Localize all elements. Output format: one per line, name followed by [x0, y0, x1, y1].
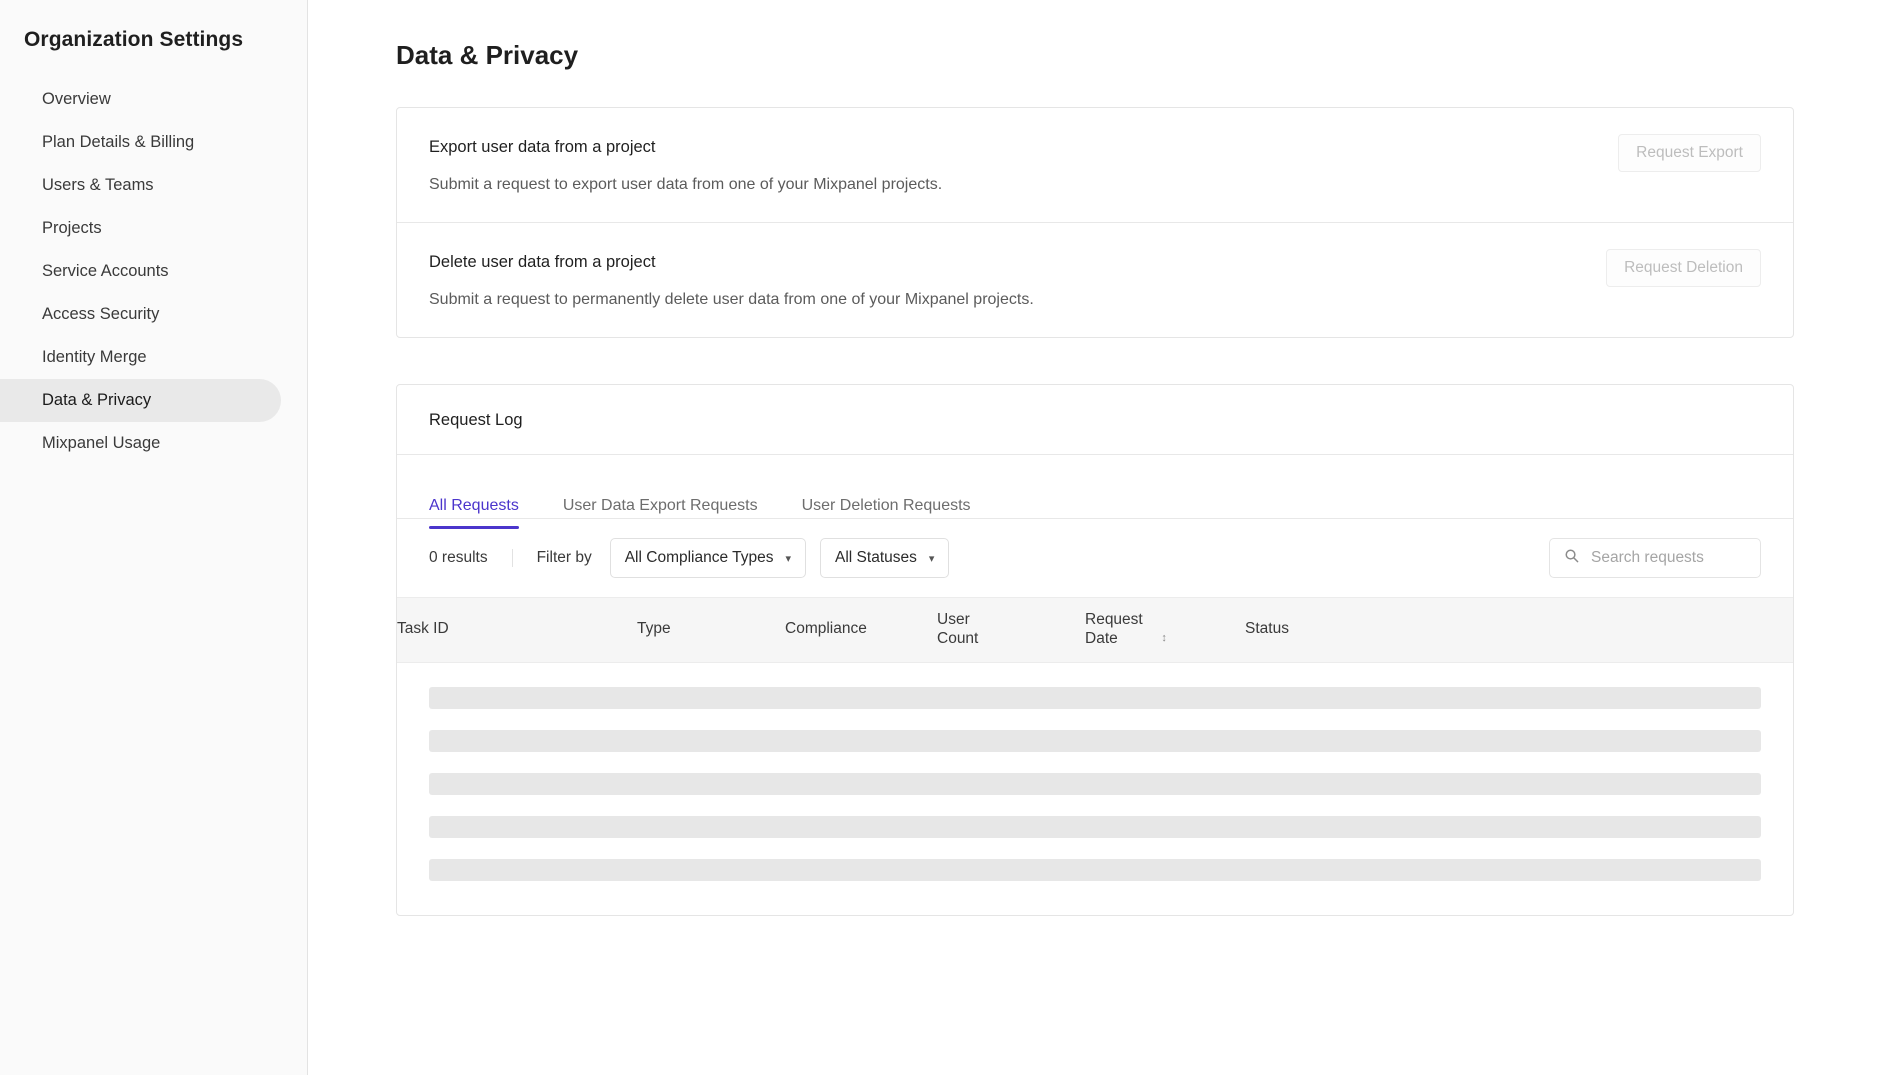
- filter-by-label: Filter by: [536, 549, 592, 566]
- export-row-title: Export user data from a project: [429, 138, 656, 156]
- column-label: Task ID: [397, 620, 449, 638]
- sidebar-item-users-teams[interactable]: [0, 164, 281, 207]
- status-filter-value: All Statuses: [835, 549, 917, 566]
- tab-user-data-export-requests[interactable]: [563, 497, 758, 529]
- search-icon: [1564, 548, 1579, 568]
- table-row: [429, 773, 1761, 795]
- sidebar-item-label: Users & Teams: [42, 176, 154, 194]
- sidebar: [0, 0, 308, 1075]
- sidebar-item-label: Projects: [42, 219, 102, 237]
- column-label: User Count: [937, 611, 979, 647]
- search-requests-input[interactable]: [1589, 548, 1746, 568]
- results-count: 0 results: [429, 549, 513, 567]
- sidebar-item-identity-merge[interactable]: [0, 336, 281, 379]
- data-requests-card: [396, 107, 1794, 338]
- table-row: [429, 687, 1761, 709]
- sidebar-item-label: Data & Privacy: [42, 391, 152, 409]
- sidebar-item-label: Access Security: [42, 305, 160, 323]
- column-header-task-id[interactable]: [397, 598, 637, 663]
- sort-icon[interactable]: ↕: [1161, 632, 1167, 645]
- request-export-button[interactable]: Request Export: [1618, 134, 1761, 172]
- sidebar-item-overview[interactable]: [0, 78, 281, 121]
- tab-user-deletion-requests[interactable]: [802, 497, 971, 529]
- chevron-down-icon: ▾: [785, 552, 792, 565]
- sidebar-item-plan-details-billing[interactable]: [0, 121, 281, 164]
- column-label: Compliance: [785, 620, 867, 638]
- export-row-description: Submit a request to export user data from one of your Mixpanel projects.: [429, 176, 943, 193]
- tab-label: All Requests: [429, 497, 519, 514]
- request-log-tabs: [397, 455, 1793, 519]
- sidebar-item-data-privacy[interactable]: [0, 379, 281, 422]
- sidebar-item-projects[interactable]: [0, 207, 281, 250]
- chevron-down-icon: ▾: [928, 552, 935, 565]
- table-row: [429, 730, 1761, 752]
- page-title: Data & Privacy: [396, 40, 579, 70]
- request-log-title: Request Log: [397, 385, 1793, 455]
- request-deletion-button[interactable]: Request Deletion: [1606, 249, 1761, 287]
- column-header-request-date[interactable]: [1085, 598, 1245, 663]
- main-content: [308, 0, 1886, 1075]
- tab-label: User Deletion Requests: [801, 497, 971, 514]
- compliance-type-filter-value: All Compliance Types: [624, 549, 774, 566]
- sidebar-item-label: Service Accounts: [42, 262, 169, 280]
- sidebar-item-access-security[interactable]: [0, 293, 281, 336]
- table-row: [429, 859, 1761, 881]
- compliance-type-filter[interactable]: [610, 538, 806, 578]
- column-header-user-count[interactable]: [937, 598, 1085, 663]
- column-label: Status: [1245, 620, 1289, 638]
- sidebar-item-label: Mixpanel Usage: [42, 434, 161, 452]
- tab-label: User Data Export Requests: [562, 497, 758, 514]
- sidebar-item-service-accounts[interactable]: [0, 250, 281, 293]
- sidebar-item-label: Overview: [42, 90, 111, 108]
- tab-all-requests[interactable]: [429, 497, 519, 529]
- status-filter[interactable]: [820, 538, 949, 578]
- sidebar-item-mixpanel-usage[interactable]: [0, 422, 281, 465]
- column-header-status[interactable]: [1245, 598, 1793, 663]
- column-label: Type: [637, 620, 671, 638]
- search-requests-box[interactable]: [1549, 538, 1761, 578]
- delete-row-title: Delete user data from a project: [429, 253, 656, 271]
- table-row: [429, 816, 1761, 838]
- delete-row-description: Submit a request to permanently delete user data from one of your Mixpanel projects.: [429, 291, 1034, 308]
- request-log-card: [396, 384, 1794, 916]
- sidebar-item-label: Identity Merge: [42, 348, 147, 366]
- column-label: Request Date: [1085, 611, 1143, 647]
- requests-table: [397, 597, 1793, 663]
- column-header-compliance[interactable]: [785, 598, 937, 663]
- export-user-data-row: [397, 108, 1793, 222]
- column-header-type[interactable]: [637, 598, 785, 663]
- sidebar-nav: [0, 78, 307, 465]
- sidebar-item-label: Plan Details & Billing: [42, 133, 195, 151]
- sidebar-title: Organization Settings: [24, 28, 244, 51]
- requests-table-head: [397, 598, 1793, 663]
- table-header-row: [397, 598, 1793, 663]
- delete-user-data-row: [397, 222, 1793, 337]
- table-loading-placeholder: [397, 663, 1793, 915]
- request-log-toolbar: [397, 519, 1793, 597]
